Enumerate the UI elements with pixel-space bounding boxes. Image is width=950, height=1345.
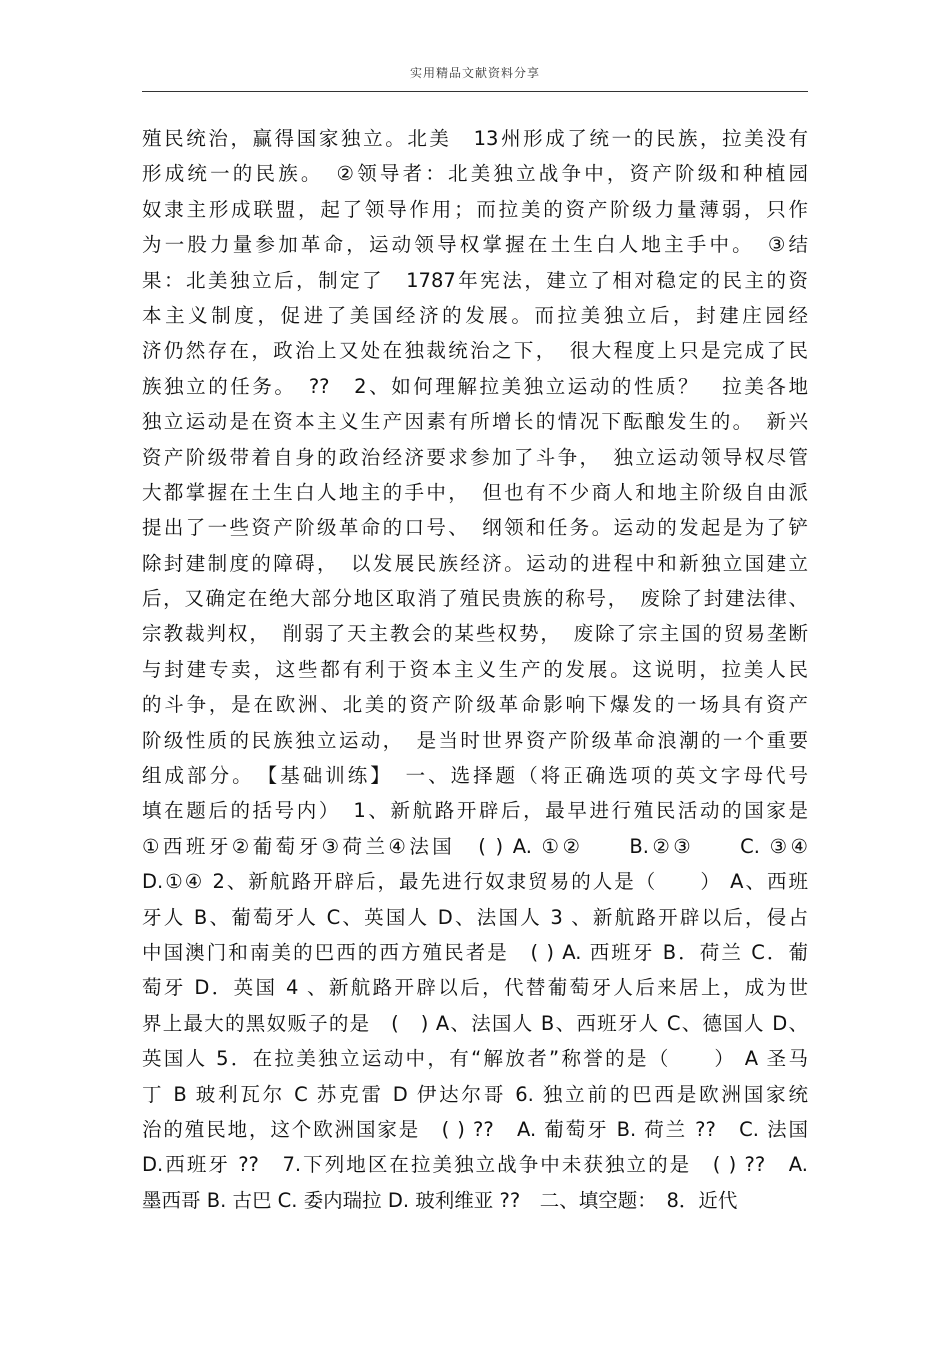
text-line: 形成统一的民族。 ②领导者：北美独立战争中，资产阶级和种植园 (142, 162, 808, 186)
text-line: 阶级性质的民族独立运动， 是当时世界资产阶级革命浪潮的一个重要 (142, 728, 808, 752)
text-line: D.①④ 2、新航路开辟后，最先进行奴隶贸易的人是（ ） A、西班 (142, 870, 808, 894)
text-line: 提出了一些资产阶级革命的口号、 纲领和任务。运动的发起是为了铲 (142, 516, 808, 540)
text-line: ①西班牙②葡萄牙③荷兰④法国 ( ) A. ①② B.②③ C. ③④ (142, 834, 808, 858)
text-line: 英国人 5．在拉美独立运动中，有“解放者”称誉的是（ ） A 圣马 (142, 1047, 808, 1071)
text-line: 本主义制度，促进了美国经济的发展。而拉美独立后，封建庄园经 (142, 303, 808, 327)
text-line: 果：北美独立后，制定了 1787年宪法，建立了相对稳定的民主的资 (142, 268, 808, 292)
text-line: 与封建专卖，这些都有利于资本主义生产的发展。这说明，拉美人民 (142, 657, 808, 681)
text-line: 萄牙 D．英国 4 、新航路开辟以后，代替葡萄牙人后来居上，成为世 (142, 976, 808, 1000)
text-line: 治的殖民地，这个欧洲国家是 ( ) ?? A. 葡萄牙 B. 荷兰 ?? C. 法国 (142, 1117, 808, 1141)
text-line: 宗教裁判权， 削弱了天主教会的某些权势， 废除了宗主国的贸易垄断 (142, 622, 808, 646)
text-line: 奴隶主形成联盟，起了领导作用；而拉美的资产阶级力量薄弱，只作 (142, 197, 808, 221)
text-line: 殖民统治，赢得国家独立。北美 13州形成了统一的民族，拉美没有 (142, 127, 808, 150)
header-divider (142, 91, 808, 92)
page-header-title: 实用精品文献资料分享 (409, 66, 540, 80)
text-line: 的斗争，是在欧洲、北美的资产阶级革命影响下爆发的一场具有资产 (142, 693, 808, 717)
text-line: 济仍然存在，政治上又处在独裁统治之下， 很大程度上只是完成了民 (142, 339, 808, 363)
text-line: D.西班牙 ?? 7.下列地区在拉美独立战争中未获独立的是 ( ) ?? A. (142, 1153, 808, 1177)
text-line: 后，又确定在绝大部分地区取消了殖民贵族的称号， 废除了封建法律、 (142, 587, 808, 611)
text-line: 组成部分。 【基础训练】 一、选择题（将正确选项的英文字母代号 (142, 764, 808, 788)
text-line: 独立运动是在资本主义生产因素有所增长的情况下酝酿发生的。 新兴 (142, 410, 808, 434)
text-line: 为一股力量参加革命，运动领导权掌握在土生白人地主手中。 ③结 (142, 233, 808, 257)
text-line: 资产阶级带着自身的政治经济要求参加了斗争， 独立运动领导权尽管 (142, 445, 808, 469)
text-line: 除封建制度的障碍， 以发展民族经济。运动的进程中和新独立国建立 (142, 551, 808, 575)
text-line: 中国澳门和南美的巴西的西方殖民者是 ( ) A. 西班牙 B．荷兰 C．葡 (142, 940, 808, 964)
text-line: 墨西哥 B. 古巴 C. 委内瑞拉 D. 玻利维亚 ?? 二、填空题： 8．近代 (142, 1188, 738, 1212)
text-line: 界上最大的黑奴贩子的是 ( ) A、法国人 B、西班牙人 C、德国人 D、 (142, 1011, 808, 1035)
document-body (142, 121, 808, 1218)
text-line: 填在题后的括号内） 1、新航路开辟后，最早进行殖民活动的国家是 (142, 799, 808, 823)
text-line: 大都掌握在土生白人地主的手中， 但也有不少商人和地主阶级自由派 (142, 480, 808, 504)
text-line: 丁 B 玻利瓦尔 C 苏克雷 D 伊达尔哥 6. 独立前的巴西是欧洲国家统 (142, 1082, 808, 1106)
text-line: 牙人 B、葡萄牙人 C、英国人 D、法国人 3 、新航路开辟以后，侵占 (142, 905, 808, 929)
text-line: 族独立的任务。 ?? 2、如何理解拉美独立运动的性质？ 拉美各地 (142, 374, 808, 398)
